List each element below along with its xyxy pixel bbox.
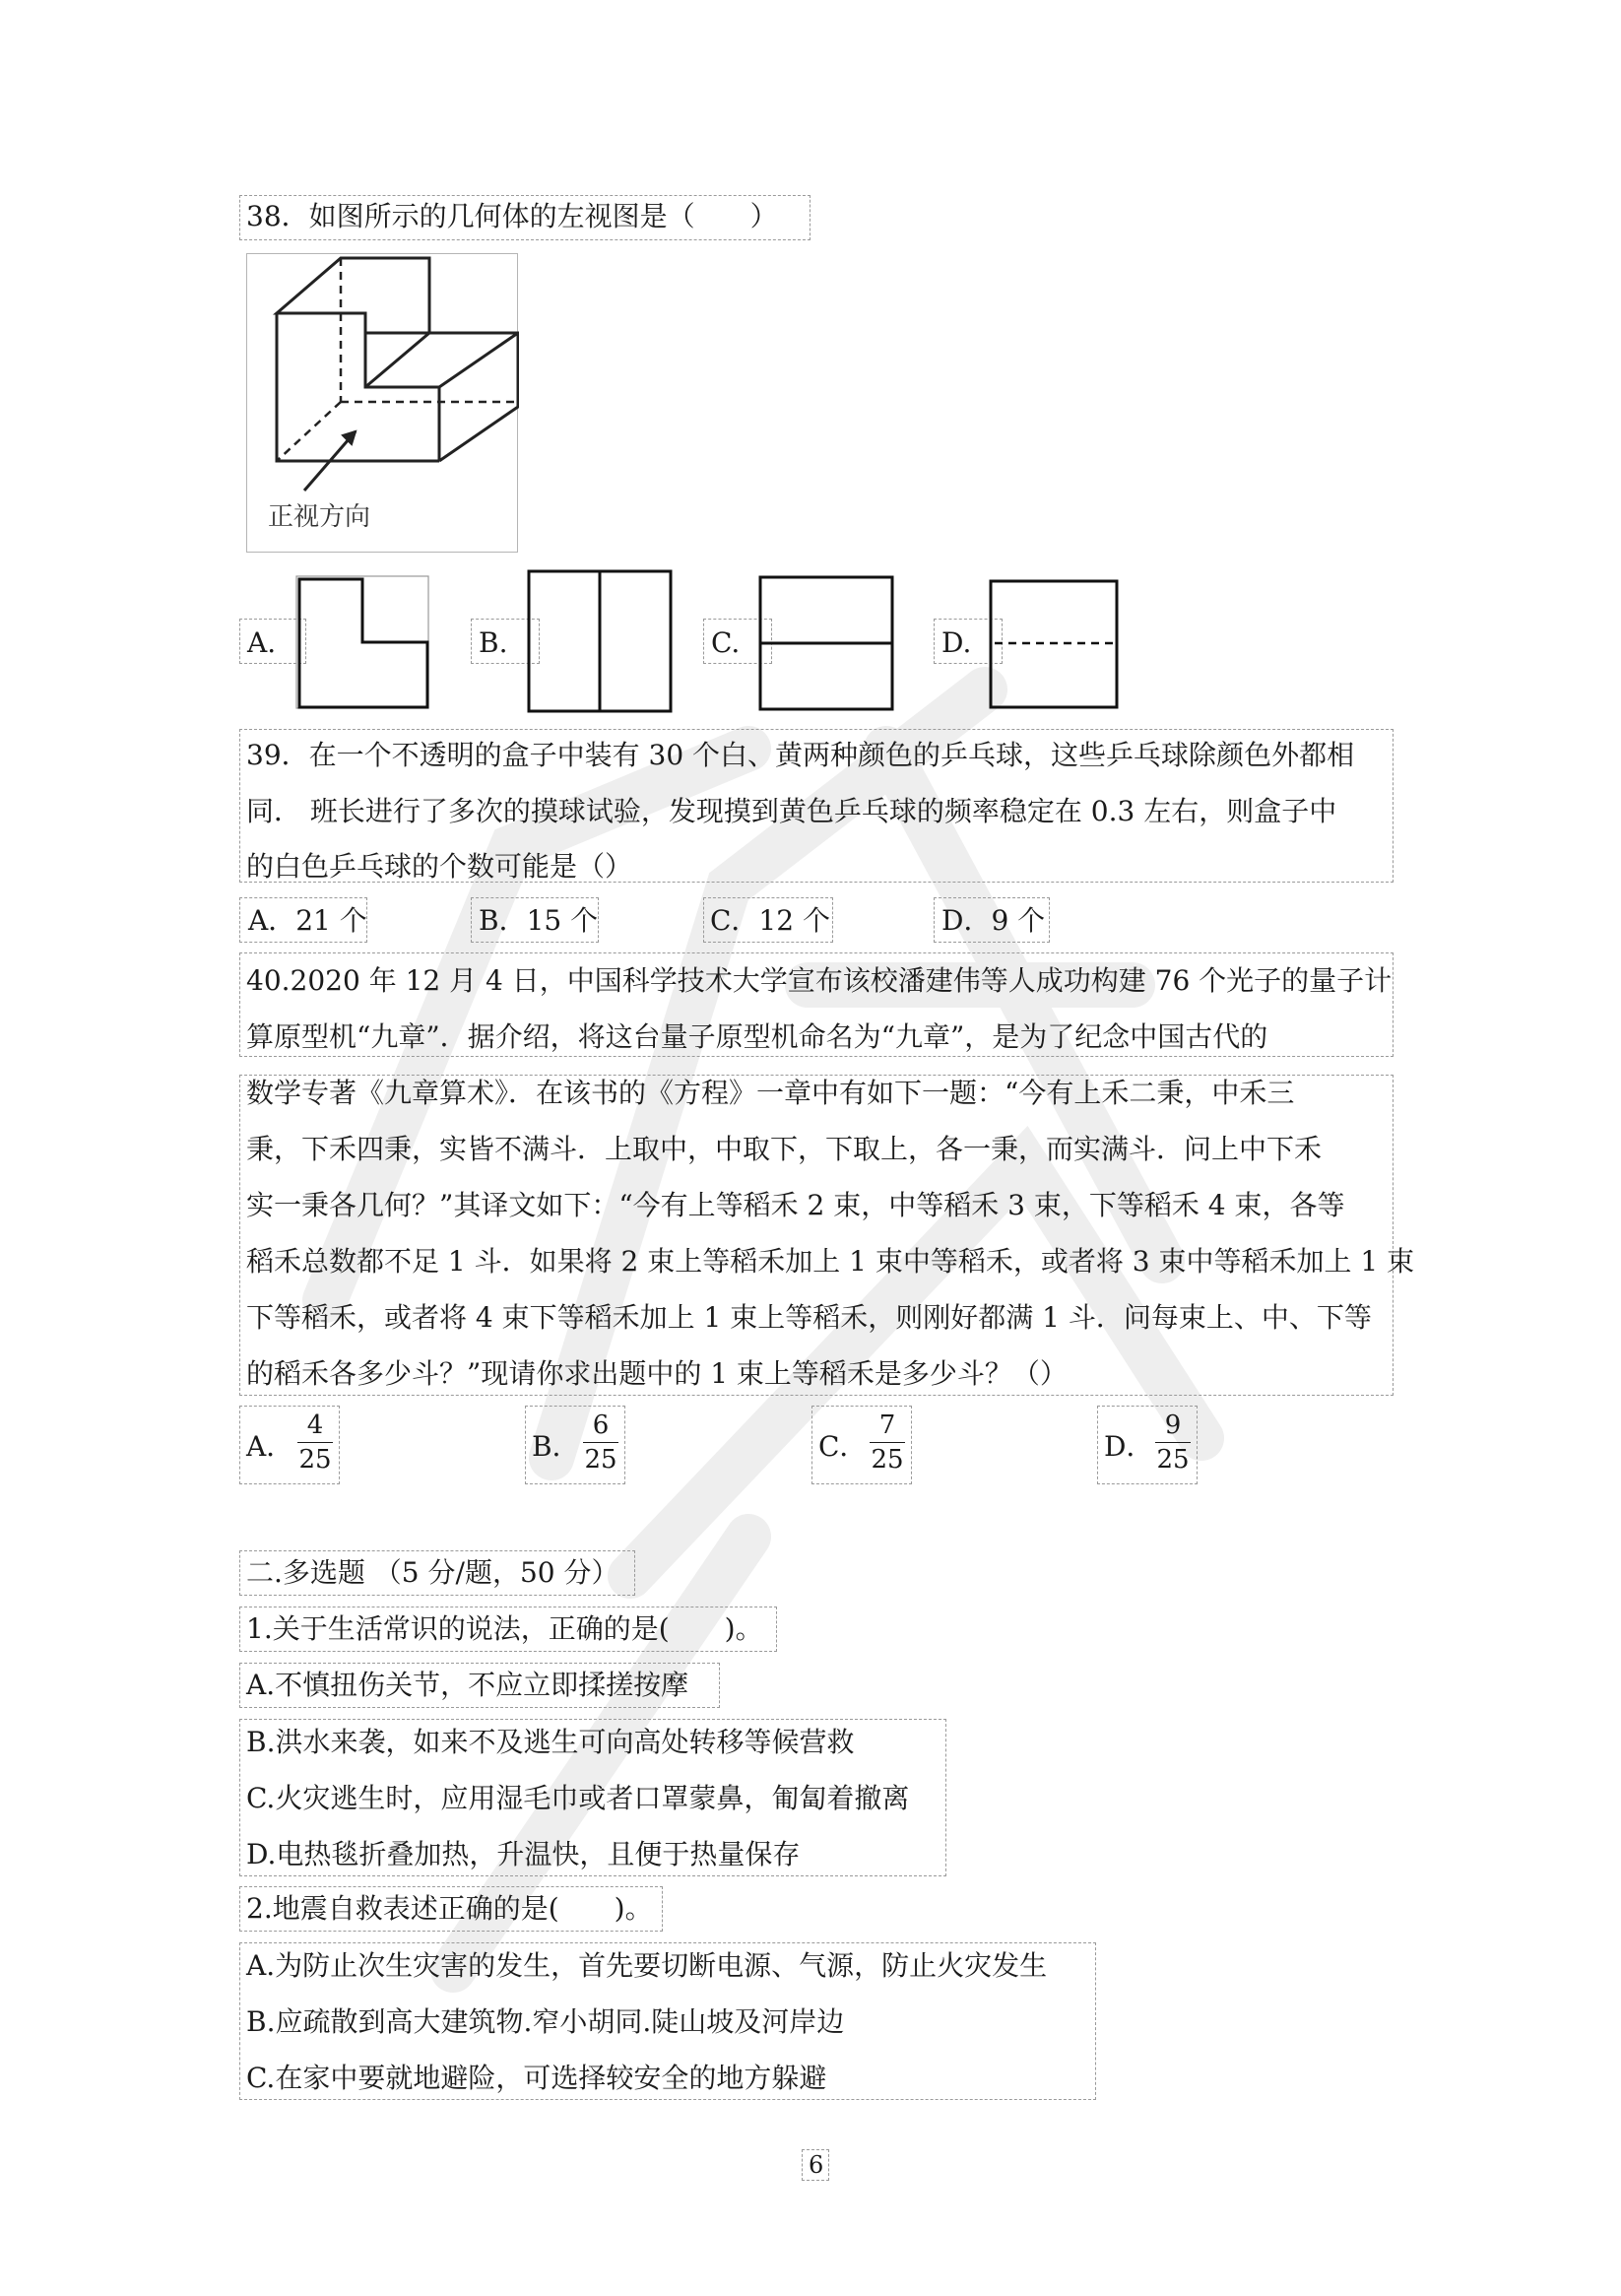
q39-line-3: 的白色乒乓球的个数可能是（） [246, 850, 633, 883]
q38-figure-caption: 正视方向 [268, 502, 371, 532]
fraction-denominator: 25 [871, 1445, 904, 1475]
q40-line-1: 40.2020 年 12 月 4 日，中国科学技术大学宣布该校潘建伟等人成功构建 76 个光子的量子计 [246, 964, 1393, 997]
fraction-numerator: 4 [306, 1410, 324, 1440]
q40-option-b-fraction [583, 1410, 618, 1475]
s2-q2-option-b[interactable]: B.应疏散到高大建筑物.窄小胡同.陡山坡及河岸边 [246, 2005, 845, 2038]
q40-option-c-fraction [870, 1410, 905, 1475]
s2-q2-option-c[interactable]: C.在家中要就地避险，可选择较安全的地方躲避 [246, 2062, 827, 2094]
s2-q2-stem: 2.地震自救表述正确的是( )。 [246, 1892, 653, 1925]
s2-q1-option-b[interactable]: B.洪水来袭，如来不及逃生可向高处转移等候营救 [246, 1726, 855, 1758]
s2-q1-stem: 1.关于生活常识的说法，正确的是( )。 [246, 1612, 763, 1645]
q40-option-d-fraction [1155, 1410, 1191, 1475]
section2-heading: 二.多选题 （5 分/题，50 分） [246, 1556, 619, 1589]
q40-option-b-letter: B． [532, 1430, 580, 1463]
s2-q1-option-c[interactable]: C.火灾逃生时，应用湿毛巾或者口罩蒙鼻，匍匐着撤离 [246, 1782, 910, 1814]
fraction-denominator: 25 [1156, 1445, 1190, 1475]
fraction-numerator: 6 [592, 1410, 610, 1440]
s2-q2-option-a[interactable]: A.为防止次生灾害的发生，首先要切断电源、气源，防止火灾发生 [246, 1949, 1048, 1982]
q39-option-d: D．9 个 [941, 904, 1046, 937]
fraction-numerator: 7 [878, 1410, 896, 1440]
q40-line-5: 实一秉各几何？”其译文如下：“今有上等稻禾 2 束，中等稻禾 3 束，下等稻禾 4 束，各等 [246, 1189, 1345, 1221]
q39-option-a: A．21 个 [248, 904, 367, 937]
q40-line-4: 秉，下禾四秉，实皆不满斗．上取中，中取下，下取上，各一秉，而实满斗．问上中下禾 [246, 1133, 1323, 1165]
q40-line-8: 的稻禾各多少斗？”现请你求出题中的 1 束上等稻禾是多少斗？（） [246, 1357, 1068, 1390]
fraction-denominator: 25 [584, 1445, 617, 1475]
q40-line-7: 下等稻禾，或者将 4 束下等稻禾加上 1 束上等稻禾，则刚好都满 1 斗．问每束上、中、下等 [246, 1301, 1372, 1334]
s2-q1-option-a: A.不慎扭伤关节，不应立即揉搓按摩 [246, 1669, 689, 1701]
fraction-denominator: 25 [298, 1445, 332, 1475]
q38-option-a-figure [295, 575, 433, 711]
q38-option-d-label: D. [941, 626, 972, 659]
q38-option-b-figure [527, 569, 673, 713]
s2-q1-option-d[interactable]: D.电热毯折叠加热，升温快，且便于热量保存 [246, 1838, 801, 1870]
page-number: 6 [809, 2151, 824, 2179]
q39-option-b: B．15 个 [479, 904, 599, 937]
q38-option-d-figure [989, 579, 1119, 709]
q38-option-a-label: A. [247, 626, 277, 659]
q40-option-a-letter: A． [246, 1430, 294, 1463]
q40-option-a-fraction [297, 1410, 333, 1475]
q39-option-c: C．12 个 [710, 904, 830, 937]
q39-line-1: 39．在一个不透明的盒子中装有 30 个白、黄两种颜色的乒乓球，这些乒乓球除颜色外都相 [246, 739, 1355, 771]
fraction-numerator: 9 [1164, 1410, 1182, 1440]
q40-option-c-letter: C． [818, 1430, 868, 1463]
q40-line-2: 算原型机“九章”．据介绍，将这台量子原型机命名为“九章”，是为了纪念中国古代的 [246, 1020, 1268, 1053]
q38-option-c-figure [758, 575, 894, 711]
q40-line-3: 数学专著《九章算术》．在该书的《方程》一章中有如下一题：“今有上禾二秉，中禾三 [246, 1077, 1295, 1109]
q38-option-c-label: C. [711, 626, 741, 659]
q39-line-2: 同． 班长进行了多次的摸球试验，发现摸到黄色乒乓球的频率稳定在 0.3 左右，则盒子中 [246, 795, 1337, 827]
q38-stem: 38．如图所示的几何体的左视图是（ ） [246, 200, 778, 232]
q40-line-6: 稻禾总数都不足 1 斗．如果将 2 束上等稻禾加上 1 束中等稻禾，或者将 3 束中等稻禾加上 1 束 [246, 1245, 1415, 1278]
q38-option-b-label: B. [479, 626, 508, 659]
q40-option-d-letter: D． [1104, 1430, 1154, 1463]
